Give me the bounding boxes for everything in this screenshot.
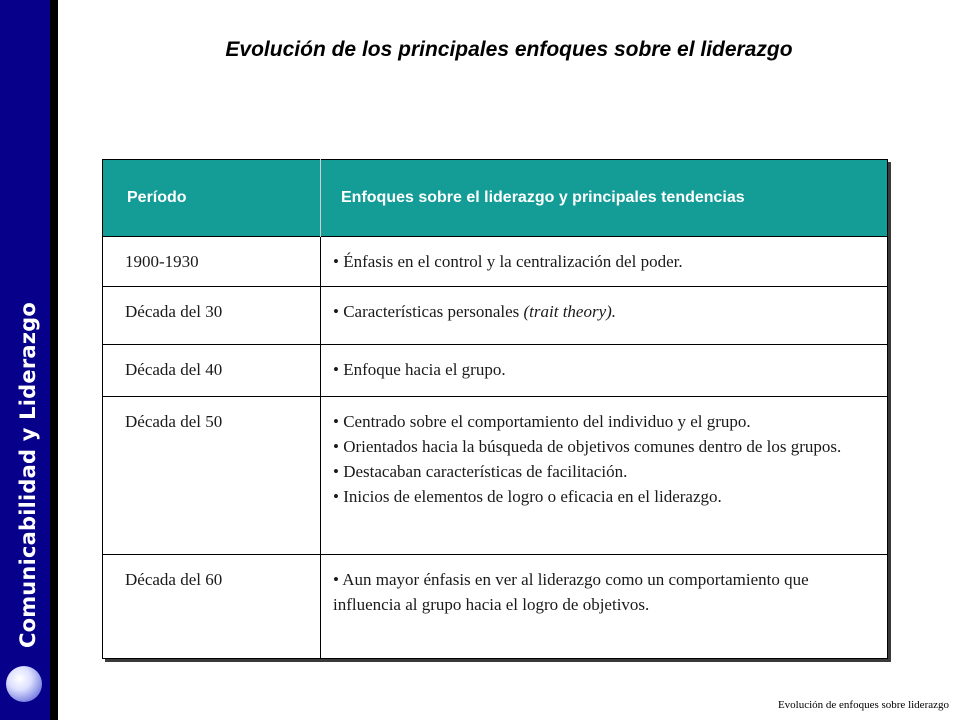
sidebar-shadow <box>50 0 58 720</box>
approach-cell <box>321 287 888 345</box>
bullet-text: • Características personales <box>333 302 524 321</box>
slide-footer: Evolución de enfoques sobre liderazgo <box>777 699 949 711</box>
table-row <box>103 555 888 659</box>
period-cell: Década del 50 <box>103 397 321 555</box>
bullet-item: • Orientados hacia la búsqueda de objetivos comunes dentro de los grupos. <box>333 437 842 456</box>
period-cell: Década del 30 <box>103 287 321 345</box>
bullet-item: • Aun mayor énfasis en ver al liderazgo como un comportamiento que influencia al grupo hacia el logro de objetivos. <box>333 570 809 614</box>
table-row <box>103 397 888 555</box>
bullet-italic-text: (trait theory). <box>523 302 617 321</box>
approach-cell <box>321 555 888 659</box>
decorative-circle-icon <box>6 666 42 702</box>
bullet-item: • Inicios de elementos de logro o eficacia en el liderazgo. <box>333 487 722 506</box>
period-cell: 1900-1930 <box>103 237 321 287</box>
slide-title: Evolución de los principales enfoques sobre el liderazgo <box>225 38 793 61</box>
period-cell: Década del 60 <box>103 555 321 659</box>
bullet-item: • Enfoque hacia el grupo. <box>333 360 506 379</box>
leadership-table <box>102 159 888 659</box>
table-header-row <box>103 160 888 237</box>
approach-cell <box>321 345 888 397</box>
bullet-item <box>333 299 863 324</box>
bullet-item: • Centrado sobre el comportamiento del individuo y el grupo. <box>333 412 751 431</box>
bullet-item: • Énfasis en el control y la centralización del poder. <box>333 252 683 271</box>
table-row <box>103 287 888 345</box>
approach-cell <box>321 237 888 287</box>
header-period: Período <box>103 160 321 237</box>
header-approaches: Enfoques sobre el liderazgo y principales tendencias <box>321 160 888 237</box>
period-cell: Década del 40 <box>103 345 321 397</box>
bullet-item: • Destacaban características de facilitación. <box>333 462 628 481</box>
table-row <box>103 237 888 287</box>
table-row <box>103 345 888 397</box>
approach-cell <box>321 397 888 555</box>
sidebar-label: Comunicabilidad y Liderazgo <box>16 301 40 649</box>
